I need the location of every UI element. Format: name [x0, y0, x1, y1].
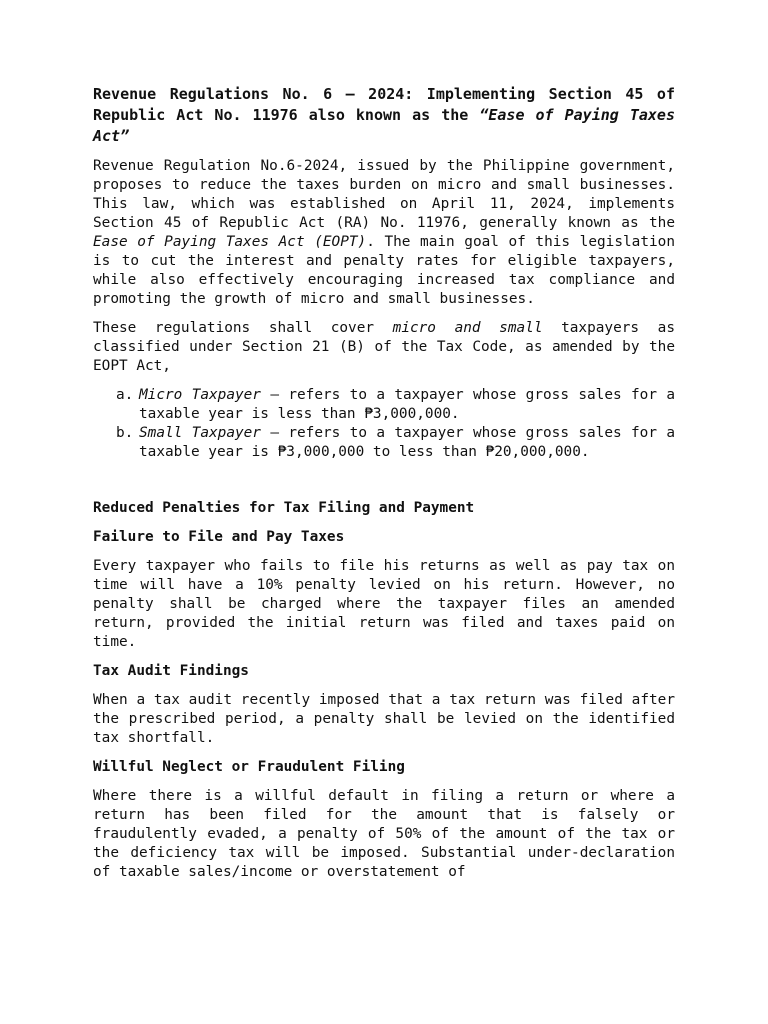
intro-italic-eopt: Ease of Paying Taxes Act (EOPT): [93, 234, 367, 250]
coverage-italic: micro and small: [392, 320, 543, 336]
subheading-failure-to-file: Failure to File and Pay Taxes: [93, 529, 345, 545]
intro-text-a: Revenue Regulation No.6-2024, issued by the Philippine government, proposes to reduce the taxes burden on micro and small businesses. This law, which was established on April 11, 2024, implements Section 45 of Republic Act (RA) No. 11976, generally known as the: [93, 158, 675, 231]
audit-paragraph: When a tax audit recently imposed that a tax return was filed after the prescribed period, a penalty shall be levied on the identified tax shortfall.: [93, 692, 675, 746]
definition-text: – refers to a taxpayer whose gross sales for a taxable year is less than ₱3,000,000.: [139, 387, 676, 422]
definition-term: Micro Taxpayer: [139, 387, 261, 403]
failure-paragraph: Every taxpayer who fails to file his returns as well as pay tax on time will have a 10% penalty levied on his return. However, no penalty shall be charged where the taxpayer files an amended return, provided the initial return was filed and taxes paid on time.: [93, 558, 675, 650]
document-page: [93, 84, 675, 892]
definition-item: [93, 386, 675, 424]
intro-paragraph: [93, 157, 675, 309]
willful-paragraph: Where there is a willful default in filing a return or where a return has been filed for the amount that is falsely or fraudulently evaded, a penalty of 50% of the amount of the tax or the deficiency tax will be imposed. Substantial under-declaration of taxable sales/income or overstatement of: [93, 788, 675, 880]
title-main: Revenue Regulations No. 6 – 2024: Implementing Section 45 of Republic Act No. 11976 also known as the: [93, 85, 675, 124]
definition-list: [93, 386, 675, 462]
definition-text: – refers to a taxpayer whose gross sales for a taxable year is ₱3,000,000 to less than ₱20,000,000.: [139, 425, 676, 460]
section-heading-reduced-penalties: Reduced Penalties for Tax Filing and Payment: [93, 500, 475, 516]
intro-text-b: . The main goal of this legislation is to cut the interest and penalty rates for eligible taxpayers, while also effectively encouraging increased tax compliance and promoting the growth of micro and small businesses.: [93, 234, 675, 307]
coverage-paragraph: [93, 319, 675, 376]
coverage-text-a: These regulations shall cover: [93, 320, 393, 336]
document-title: [93, 84, 675, 147]
definition-term: Small Taxpayer: [139, 425, 261, 441]
title-italic: “Ease of Paying Taxes Act”: [93, 106, 675, 145]
list-marker: b.: [116, 425, 134, 441]
definition-item: [93, 424, 675, 462]
coverage-text-b: taxpayers as classified under Section 21 (B) of the Tax Code, as amended by the EOPT Act,: [93, 320, 675, 374]
list-marker: a.: [116, 387, 134, 403]
subheading-willful-neglect: Willful Neglect or Fraudulent Filing: [93, 759, 405, 775]
subheading-tax-audit: Tax Audit Findings: [93, 663, 249, 679]
